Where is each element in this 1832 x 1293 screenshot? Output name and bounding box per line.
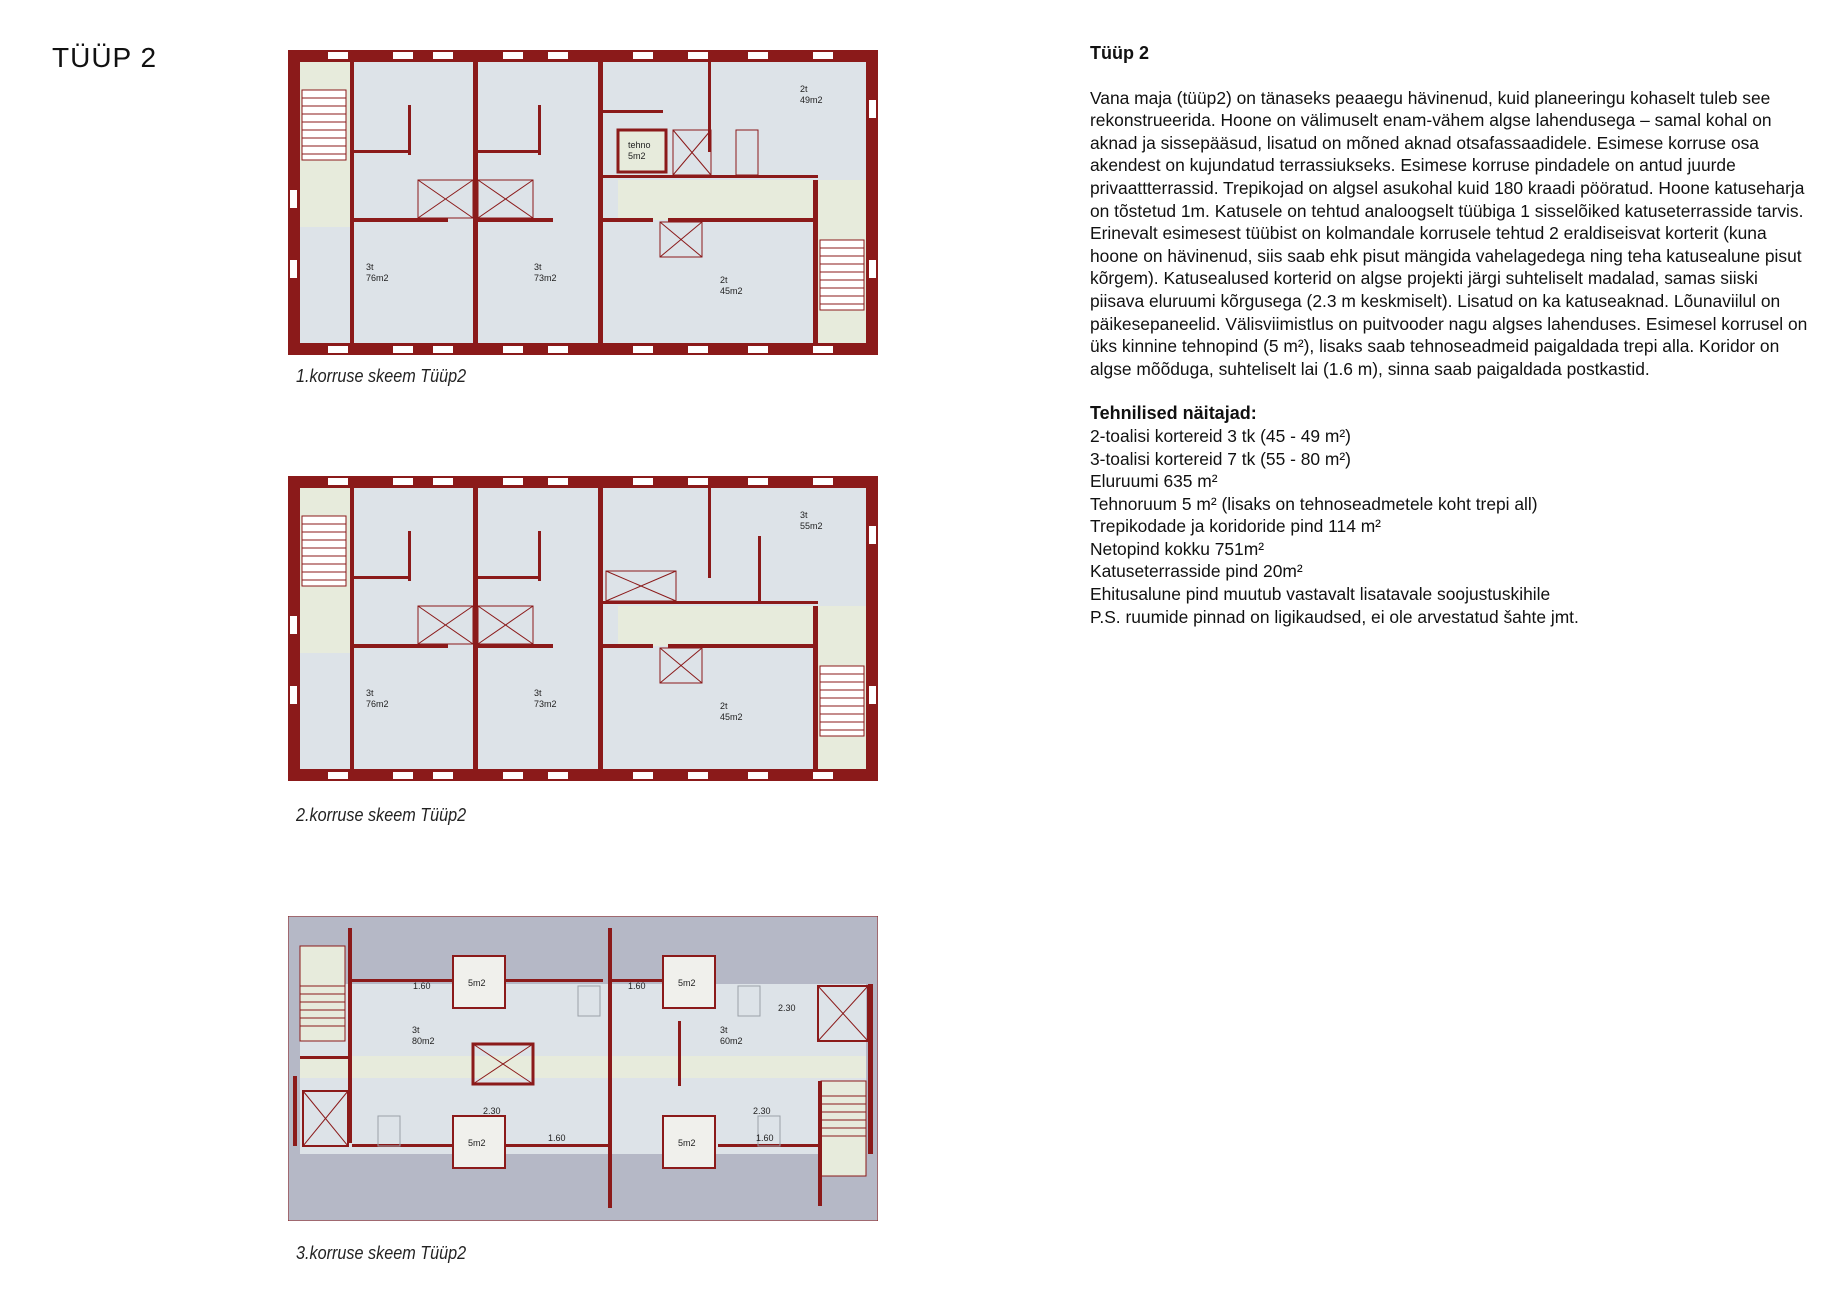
floor-plan-3-caption: 3.korruse skeem Tüüp2 [296, 1243, 467, 1263]
room-area-label: 55m2 [800, 521, 823, 531]
room-area-label: 49m2 [800, 95, 823, 105]
tech-item: 3-toalisi kortereid 7 tk (55 - 80 m²) [1090, 448, 1351, 469]
dimension-label: 2.30 [753, 1106, 771, 1116]
dimension-label: 2.30 [778, 1003, 796, 1013]
dimension-label: 1.60 [628, 981, 646, 991]
tech-item: 2-toalisi kortereid 3 tk (45 - 49 m²) [1090, 425, 1351, 446]
info-panel [1090, 42, 1810, 628]
room-area-label: 45m2 [720, 712, 743, 722]
room-area-label: 76m2 [366, 699, 389, 709]
page-title: TÜÜP 2 [52, 42, 158, 73]
tech-item: P.S. ruumide pinnad on ligikaudsed, ei ole arvestatud šahte jmt. [1090, 606, 1579, 627]
room-area-label: 80m2 [412, 1036, 435, 1046]
room-area-label: 45m2 [720, 286, 743, 296]
room-area-label: 5m2 [628, 151, 646, 161]
floor-plan-2 [288, 476, 878, 781]
dimension-label: 2.30 [483, 1106, 501, 1116]
info-heading: Tüüp 2 [1090, 43, 1149, 63]
skylight-label: 5m2 [468, 1138, 486, 1148]
room-type-label: 2t [720, 275, 728, 285]
floor-plan-2-drawing [288, 476, 878, 781]
room-area-label: 60m2 [720, 1036, 743, 1046]
room-type-label: 3t [534, 262, 542, 272]
dimension-label: 1.60 [413, 981, 431, 991]
room-type-label: 3t [366, 262, 374, 272]
tech-item: Tehnoruum 5 m² (lisaks on tehnoseadmetele koht trepi all) [1090, 493, 1538, 514]
tech-item: Ehitusalune pind muutub vastavalt lisatavale soojustuskihile [1090, 584, 1551, 605]
skylight-label: 5m2 [678, 1138, 696, 1148]
skylight-label: 5m2 [468, 978, 486, 988]
room-type-label: 2t [800, 84, 808, 94]
dimension-label: 1.60 [548, 1133, 566, 1143]
floor-plan-1-drawing [288, 50, 878, 355]
room-type-label: 3t [720, 1025, 728, 1035]
room-type-label: 2t [720, 701, 728, 711]
room-type-label: 3t [412, 1025, 420, 1035]
info-description: Vana maja (tüüp2) on tänaseks peaaegu hävinenud, kuid planeeringu kohaselt tuleb see rekonstrueerida. Hoone on välimuselt enam-vähem algse lahendusega – samal kohal on aknad ja sissepääsud, lisatud on mõned aknad otsafassaadidele. Esimese korruse osa akendest on kujundatud terrassiukseks. Esimese korruse pindadele on antud juurde privaattterrassid. Trepikojad on algsel asukohal kuid 180 kraadi pööratud. Hoone katuseharja on tõstetud 1m. Katusele on tehtud analoogselt tüübiga 1 sisselõiked katuseterrasside tarvis. Erinevalt esimesest tüübist on kolmandale korrusele tehtud 2 eraldiseisvat korterit (kuna hoone on hävinenud, siis saab ehk pisut mängida vahelagedega ning teha katusealune pisut kõrgem). Katusealused korterid on algse projekti järgi suhteliselt madalad, samas siiski piisava eluruumi kõrgusega (2.3 m keskmiselt). Lisatud on ka katuseaknad. Lõunaviilul on päikesepaneelid. Välisviimistlus on puitvooder nagu algses lahenduses. Esimesel korrusel on üks kinnine tehnopind (5 m²), lisaks saab tehnoseadmeid paigaldada trepi alla. Koridor on algse mõõduga, suhteliselt lai (1.6 m), sinna saab paigaldada postkastid. [1090, 87, 1808, 379]
floor-plan-1-caption: 1.korruse skeem Tüüp2 [296, 366, 467, 386]
tech-item: Netopind kokku 751m² [1090, 538, 1264, 559]
tech-item: Trepikodade ja koridoride pind 114 m² [1090, 516, 1381, 537]
skylight-label: 5m2 [678, 978, 696, 988]
floor-plan-2-caption: 2.korruse skeem Tüüp2 [296, 805, 467, 825]
tech-heading: Tehnilised näitajad: [1090, 403, 1257, 424]
tech-list [1090, 425, 1810, 628]
tech-item: Eluruumi 635 m² [1090, 471, 1218, 492]
tech-item: Katuseterrasside pind 20m² [1090, 561, 1303, 582]
floor-plan-3 [288, 916, 878, 1221]
room-area-label: 73m2 [534, 699, 557, 709]
room-type-label: 3t [800, 510, 808, 520]
room-area-label: 76m2 [366, 273, 389, 283]
room-type-label: 3t [534, 688, 542, 698]
room-type-label: tehno [628, 140, 651, 150]
dimension-label: 1.60 [756, 1133, 774, 1143]
floor-plan-3-drawing [288, 916, 878, 1221]
room-type-label: 3t [366, 688, 374, 698]
room-area-label: 73m2 [534, 273, 557, 283]
floor-plan-1 [288, 50, 878, 355]
